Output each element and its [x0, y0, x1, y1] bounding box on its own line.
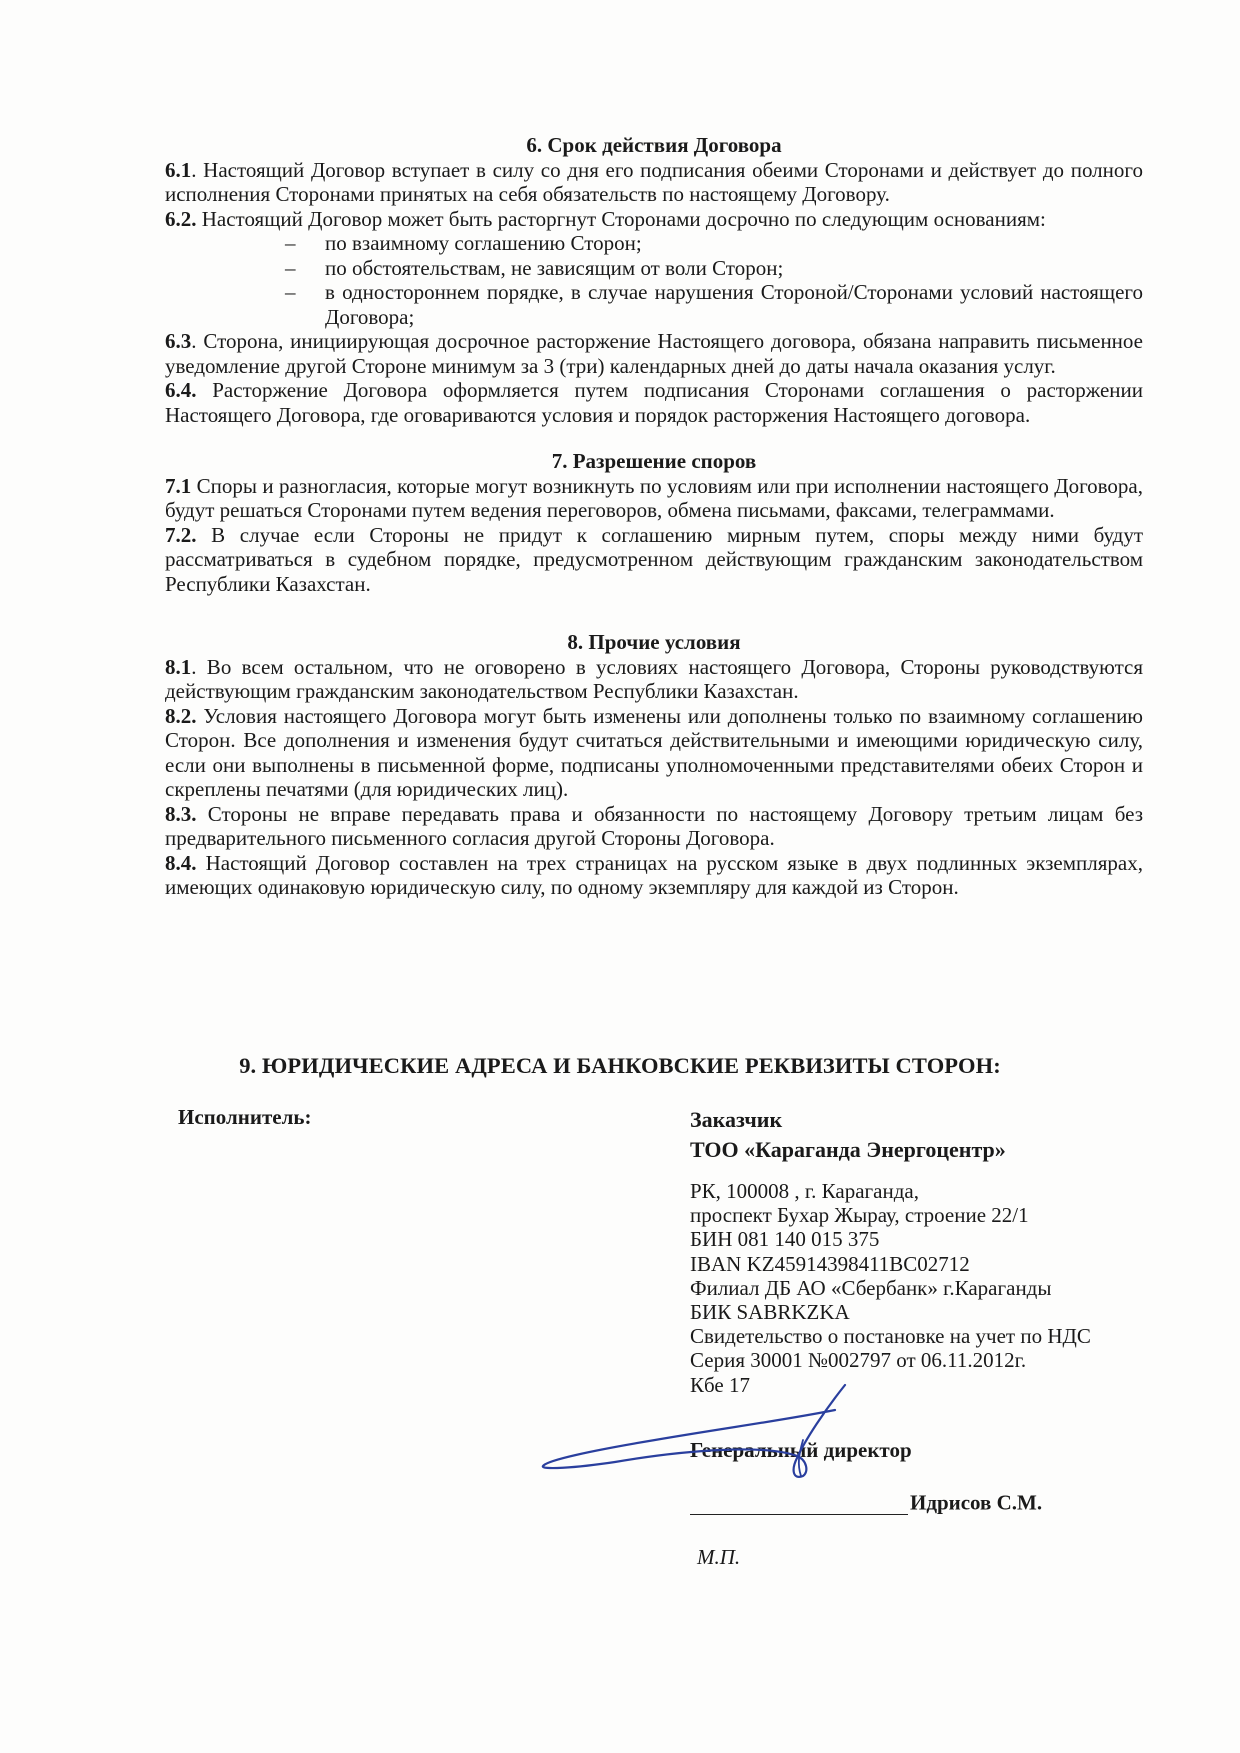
clause-8-1 — [165, 655, 1143, 704]
clause-number: 8.4. — [165, 850, 197, 875]
clause-text: Расторжение Договора оформляется путем подписания Сторонами соглашения о расторжении Настоящего Договора, где оговариваются условия и порядок расторжения Настоящего договора. — [165, 378, 1143, 427]
contract-body — [165, 133, 1143, 900]
requisite-line: Свидетельство о постановке на учет по НДС — [690, 1324, 1091, 1349]
clause-text: Условия настоящего Договора могут быть изменены или дополнены только по взаимному соглашению Сторон. Все дополнения и изменения будут считаться действительными и имеющими юридическую силу, если они выполнены в письменной форме, подписаны уполномоченными представителями обеих Сторон и скреплены печатями (для юридических лиц). — [165, 703, 1143, 801]
clause-6-4 — [165, 378, 1143, 427]
director-title: Генеральный директор — [690, 1438, 912, 1462]
clause-8-3 — [165, 802, 1143, 851]
clause-number: 6.3 — [165, 329, 192, 353]
clause-number: 8.2. — [165, 703, 197, 728]
section-7-title: 7. Разрешение споров — [551, 449, 757, 473]
clause-number: 7.2. — [165, 522, 197, 547]
clause-6-3 — [165, 329, 1143, 378]
requisite-line: проспект Бухар Жырау, строение 22/1 — [690, 1203, 1029, 1228]
seal-place: М.П. — [697, 1545, 741, 1569]
requisite-line: Кбе 17 — [690, 1372, 750, 1397]
clause-number: 8.1 — [165, 654, 192, 679]
clause-text: Настоящий Договор может быть расторгнут Сторонами досрочно по следующим основаниям: — [196, 206, 1046, 231]
section-8-title: 8. Прочие условия — [567, 630, 741, 654]
clause-7-1 — [165, 474, 1143, 523]
clause-number: 7.1 — [165, 473, 192, 498]
customer-label: Заказчик — [690, 1107, 783, 1132]
list-item: – в одностороннем порядке, в случае нарушения Стороной/Сторонами условий настоящего Договора; — [285, 280, 1143, 329]
termination-grounds-list — [165, 231, 1143, 329]
clause-text: Настоящий Договор составлен на трех страницах на русском языке в двух подлинных экземплярах, имеющих одинаковую юридическую силу, по одному экземпляру для каждой из Сторон. — [165, 850, 1143, 899]
requisite-line: Филиал ДБ АО «Сбербанк» г.Караганды — [690, 1275, 1052, 1300]
requisite-line: РК, 100008 , г. Караганда, — [690, 1179, 919, 1203]
clause-8-2 — [165, 704, 1143, 802]
clause-number: 8.3. — [165, 801, 197, 826]
director-name: Идрисов С.М. — [910, 1490, 1043, 1515]
clause-6-1 — [165, 158, 1143, 207]
clause-6-2 — [165, 207, 1143, 232]
section-6-title: 6. Срок действия Договора — [526, 133, 782, 157]
clause-number: 6.2. — [165, 206, 197, 231]
signature-line — [690, 1490, 1042, 1515]
section-9-title: 9. ЮРИДИЧЕСКИЕ АДРЕСА И БАНКОВСКИЕ РЕКВИЗИТЫ СТОРОН: — [239, 1053, 1001, 1078]
customer-requisites — [690, 1179, 1160, 1397]
requisite-line: БИК SABRKZKA — [690, 1300, 850, 1325]
clause-8-4 — [165, 851, 1143, 900]
requisite-line: БИН 081 140 015 375 — [690, 1227, 880, 1252]
clause-text: В случае если Стороны не придут к соглашению мирным путем, споры между ними будут рассматриваться в судебном порядке, предусмотренном действующим гражданским законодательством Республики Казахстан. — [165, 522, 1143, 596]
customer-block — [690, 1105, 1160, 1397]
clause-text: Споры и разногласия, которые могут возникнуть по условиям или при исполнении настоящего Договора, будут решаться Сторонами путем ведения переговоров, обмена письмами, факсами, телеграммами. — [165, 473, 1143, 522]
clause-text: . Настоящий Договор вступает в силу со дня его подписания обеими Сторонами и действует до полного исполнения Сторонами принятых на себя обязательств по настоящему Договору. — [165, 157, 1143, 206]
clause-text: Стороны не вправе передавать права и обязанности по настоящему Договору третьим лицам без предварительного письменного согласия другой Стороны Договора. — [165, 801, 1143, 850]
requisite-line: Серия 30001 №002797 от 06.11.2012г. — [690, 1348, 1027, 1373]
customer-name: ТОО «Караганда Энергоцентр» — [690, 1137, 1006, 1162]
clause-text: . Во всем остальном, что не оговорено в условиях настоящего Договора, Стороны руководствуются действующим гражданским законодательством Республики Казахстан. — [165, 654, 1143, 703]
list-item: – по обстоятельствам, не зависящим от воли Сторон; — [285, 256, 1143, 281]
clause-7-2 — [165, 523, 1143, 597]
executor-label: Исполнитель: — [178, 1105, 312, 1129]
list-item: – по взаимному соглашению Сторон; — [285, 231, 1143, 256]
handwritten-signature-icon — [535, 1380, 855, 1490]
clause-number: 6.4. — [165, 378, 197, 402]
requisite-line: IBAN KZ45914398411BC02712 — [690, 1251, 970, 1276]
signature-underline — [690, 1490, 908, 1515]
clause-text: . Сторона, инициирующая досрочное расторжение Настоящего договора, обязана направить письменное уведомление другой Стороне минимум за 3 (три) календарных дней до даты начала оказания услуг. — [165, 329, 1143, 378]
clause-number: 6.1 — [165, 157, 192, 182]
